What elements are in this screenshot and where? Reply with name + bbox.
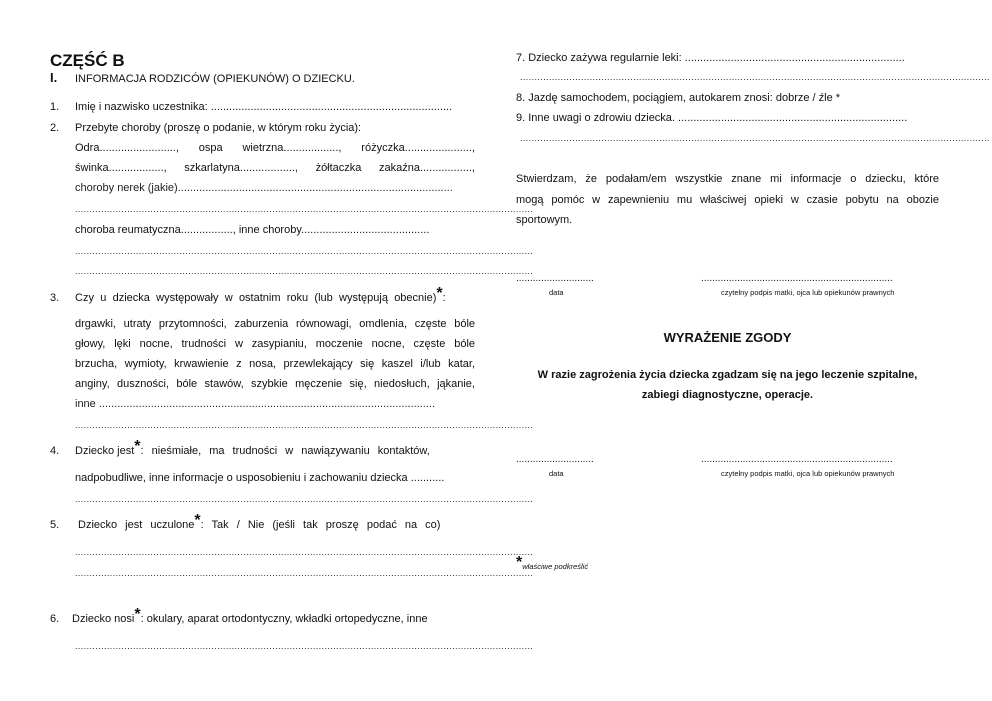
- q4-question: [75, 438, 475, 459]
- statement-line-3: sportowym.: [516, 214, 573, 226]
- q8-travel-tolerance[interactable]: 8. Jazdę samochodem, pociągiem, autokarem znosi: dobrze / źle *: [516, 92, 841, 104]
- signature-2-date-field[interactable]: ............................: [516, 454, 594, 465]
- asterisk-icon: *: [516, 554, 523, 571]
- section-title: INFORMACJA RODZICÓW (OPIEKUNÓW) O DZIECKU.: [75, 73, 355, 85]
- footnote-text: właściwe podkreślić: [522, 562, 589, 571]
- q3-symptoms-line-2: głowy, lęki nocne, trudności w zasypianiu, moczenie nocne, częste bóle: [75, 338, 475, 350]
- q2-line-3-field[interactable]: choroby nerek (jakie)..........................................................................................: [75, 182, 453, 194]
- q7-medications-field[interactable]: 7. Dziecko zażywa regularnie leki: ........................................................................: [516, 52, 905, 64]
- q5-question: [78, 512, 478, 533]
- q4-number: 4.: [50, 445, 60, 457]
- q4-options[interactable]: : nieśmiałe, ma trudności w nawiązywaniu kontaktów,: [140, 445, 430, 457]
- q3-other-field[interactable]: inne ..............................................................................................................: [75, 398, 436, 410]
- asterisk-icon: *: [134, 606, 141, 623]
- section-number: I.: [50, 70, 58, 85]
- q5-options[interactable]: : Tak / Nie (jeśli tak proszę podać na co): [200, 519, 441, 531]
- signature-1-date-label: data: [549, 288, 564, 297]
- q2-line-1-field[interactable]: Odra........................., ospa wietrzna.................., różyczka......................,: [75, 142, 475, 154]
- consent-title: WYRAŻENIE ZGODY: [663, 330, 792, 345]
- part-title: CZĘŚĆ B: [50, 51, 125, 70]
- q1-number: 1.: [50, 101, 60, 113]
- q2-blank-line[interactable]: ..............................................................................................................................................................: [75, 266, 534, 276]
- q2-label: Przebyte choroby (proszę o podanie, w którym roku życia):: [75, 122, 362, 134]
- q5-blank-line[interactable]: ..............................................................................................................................................................: [75, 568, 534, 578]
- q6-question: [72, 606, 482, 627]
- q2-line-2-field[interactable]: świnka.................., szkarlatyna.................., żółtaczka zakaźna.................,: [75, 162, 475, 174]
- signature-2-sign-label: czytelny podpis matki, ojca lub opiekunów prawnych: [721, 469, 895, 478]
- q3-question-text: Czy u dziecka występowały w ostatnim roku (lub występują obecnie): [75, 292, 437, 304]
- q2-blank-line[interactable]: ..............................................................................................................................................................: [75, 246, 534, 256]
- q9-health-notes-field[interactable]: 9. Inne uwagi o zdrowiu dziecka. ...........................................................................: [516, 112, 908, 124]
- q6-options[interactable]: : okulary, aparat ortodontyczny, wkładki ortopedyczne, inne: [140, 613, 428, 625]
- consent-line-1: W razie zagrożenia życia dziecka zgadzam się na jego leczenie szpitalne,: [537, 369, 918, 381]
- q4-line-2-field[interactable]: nadpobudliwe, inne informacje o usposobieniu i zachowaniu dziecka ...........: [75, 472, 445, 484]
- q9-blank-line[interactable]: ..................................................................................................................................................................: [520, 133, 990, 143]
- q6-question-text: Dziecko nosi: [72, 613, 135, 625]
- q3-question: Czy u dziecka występowały w ostatnim roku (lub występują obecnie)*:: [75, 285, 446, 304]
- q3-symptoms-line-4: anginy, duszności, bóle stawów, szybkie męczenie się, niedosłuch, jąkanie,: [75, 378, 475, 390]
- asterisk-icon: *: [194, 512, 201, 529]
- q6-blank-line[interactable]: ..............................................................................................................................................................: [75, 641, 534, 651]
- q7-blank-line[interactable]: ..................................................................................................................................................................: [520, 72, 990, 82]
- footnote: [516, 556, 588, 574]
- signature-2-sign-field[interactable]: .....................................................................: [701, 454, 893, 465]
- q2-number: 2.: [50, 122, 60, 134]
- consent-line-2: zabiegi diagnostyczne, operacje.: [641, 389, 814, 401]
- q2-line-5-field[interactable]: choroba reumatyczna................., inne choroby..........................................: [75, 224, 430, 236]
- q1-participant-name-field[interactable]: Imię i nazwisko uczestnika: ...............................................................................: [75, 101, 453, 113]
- q5-blank-line[interactable]: ..............................................................................................................................................................: [75, 547, 534, 557]
- signature-1-sign-label: czytelny podpis matki, ojca lub opiekunów prawnych: [721, 288, 895, 297]
- q3-number: 3.: [50, 292, 60, 304]
- asterisk-icon: *: [134, 438, 141, 455]
- statement-line-2: mogą pomóc w zapewnieniu mu właściwej opieki w czasie pobytu na obozie: [516, 194, 939, 206]
- signature-1-date-field[interactable]: ............................: [516, 273, 594, 284]
- q4-blank-line[interactable]: ..............................................................................................................................................................: [75, 494, 534, 504]
- signature-1-sign-field[interactable]: .....................................................................: [701, 273, 893, 284]
- q4-question-text: Dziecko jest: [75, 445, 135, 457]
- q3-symptoms-line-3: brzucha, wymioty, krwawienie z nosa, przewlekający się kaszel i/lub katar,: [75, 358, 475, 370]
- q2-blank-line[interactable]: ..............................................................................................................................................................: [75, 204, 534, 214]
- signature-2-date-label: data: [549, 469, 564, 478]
- statement-line-1: Stwierdzam, że podałam/em wszystkie znane mi informacje o dziecku, które: [516, 173, 939, 185]
- q6-number: 6.: [50, 613, 60, 625]
- q5-number: 5.: [50, 519, 60, 531]
- q5-question-text: Dziecko jest uczulone: [78, 519, 195, 531]
- q3-symptoms-line-1: drgawki, utraty przytomności, zaburzenia równowagi, omdlenia, częste bóle: [75, 318, 475, 330]
- asterisk-icon: *: [436, 285, 443, 302]
- q3-blank-line[interactable]: ..............................................................................................................................................................: [75, 420, 534, 430]
